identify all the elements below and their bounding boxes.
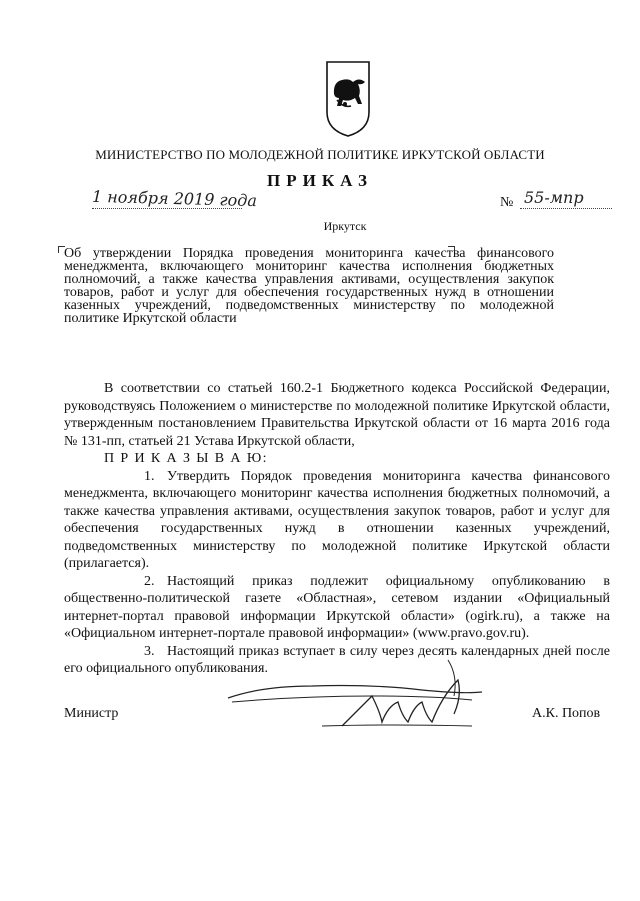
order-item-number: 1. (144, 468, 155, 484)
document-body (64, 380, 610, 678)
number-underline (520, 208, 612, 209)
document-type-title: ПРИКАЗ (267, 171, 373, 190)
handwritten-signature (222, 656, 492, 736)
order-item-text: Настоящий приказ подлежит официальному опубликованию в общественно-политической газете «Областная», сетевом издании «Официальный интернет-портал правовой информации Иркутской области» (ogirk.ru), а также на «Официальном интернет-портале правовой информации» (www.pravo.gov.ru). (64, 573, 610, 641)
order-item-number: 2. (144, 573, 155, 589)
order-item-text: Настоящий приказ вступает в силу через десять календарных дней после его официального опубликования. (64, 643, 610, 676)
signatory-name: А.К. Попов (532, 706, 601, 721)
order-item-number: 3. (144, 643, 155, 659)
preamble-paragraph: В соответствии со статьей 160.2-1 Бюджетного кодекса Российской Федерации, руководствуясь Положением о министерстве по молодежной политике Иркутской области, утвержденным постановлением Правительства Иркутской области от 16 марта 2016 года № 131-пп, статьей 21 Устава Иркутской области, (64, 381, 610, 449)
signatory-position: Министр (64, 706, 119, 721)
order-word: П Р И К А З Ы В А Ю: (104, 451, 268, 466)
number-sign: № (500, 195, 514, 210)
order-item-1 (64, 468, 610, 573)
subject-title: Об утверждении Порядка проведения мониторинга качества финансового менеджмента, включающего мониторинг качества исполнения бюджетных полномочий, а также качества управления активами, осуществления закупок товаров, работ и услуг для обеспечения государственных нужд в отношении казенных учреждений, подведомственных министерству по молодежной политике Иркутской области (64, 246, 554, 326)
handwritten-date: 1 ноября 2019 года (91, 186, 258, 211)
city-label: Иркутск (323, 219, 367, 233)
order-item-text: Утвердить Порядок проведения мониторинга качества финансового менеджмента, включающего мониторинг качества исполнения бюджетных полномочий, а также качества управления активами, осуществления закупок товаров, работ и услуг для обеспечения государственных нужд в отношении казенных учреждений, подведомственных министерству по молодежной политике Иркутской области (прилагается). (64, 468, 610, 571)
handwritten-number: 55-мпр (524, 188, 584, 207)
date-underline (92, 208, 242, 209)
coat-of-arms-icon (325, 60, 371, 138)
ministry-name: МИНИСТЕРСТВО ПО МОЛОДЕЖНОЙ ПОЛИТИКЕ ИРКУТСКОЙ ОБЛАСТИ (95, 147, 545, 162)
order-item-2 (64, 573, 610, 643)
